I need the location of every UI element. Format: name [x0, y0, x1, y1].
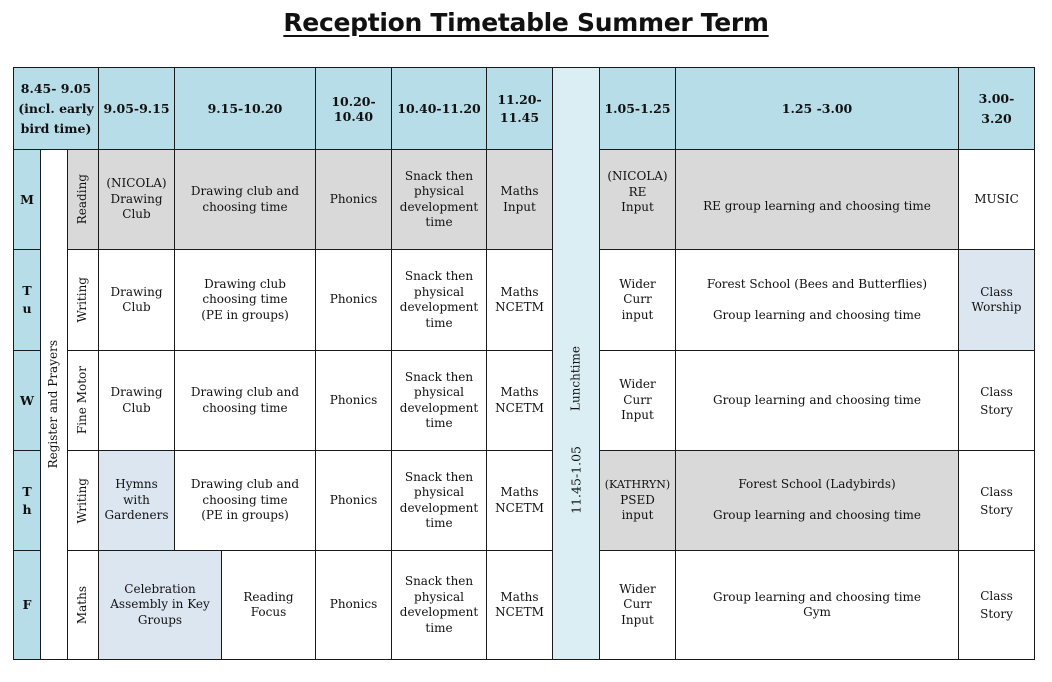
focus-label: Writing — [75, 277, 90, 323]
wed-300: Class Story — [958, 350, 1035, 451]
tue-125: Forest School (Bees and Butterflies) Group learning and choosing time — [675, 249, 959, 351]
focus-friday — [67, 550, 99, 660]
thu-905: Hymns with Gardeners — [98, 450, 175, 551]
wed-1120: Maths NCETM — [486, 350, 553, 451]
fri-905: Celebration Assembly in Key Groups — [98, 550, 222, 660]
wed-1020: Phonics — [315, 350, 392, 451]
mon-915: Drawing club and choosing time — [174, 149, 316, 250]
tue-300: Class Worship — [958, 249, 1035, 351]
tue-905: Drawing Club — [98, 249, 175, 351]
lunch-label: Lunchtime — [568, 346, 583, 412]
mon-1020: Phonics — [315, 149, 392, 250]
mon-1040: Snack then physical development time — [391, 149, 487, 250]
wed-105: Wider Curr Input — [599, 350, 676, 451]
mon-905: (NICOLA) Drawing Club — [98, 149, 175, 250]
tue-1120: Maths NCETM — [486, 249, 553, 351]
thu-1040: Snack then physical development time — [391, 450, 487, 551]
thu-1020: Phonics — [315, 450, 392, 551]
focus-monday — [67, 149, 99, 250]
header-time-300: 3.00- 3.20 — [958, 67, 1035, 150]
thu-125: Forest School (Ladybirds) Group learning and choosing time — [675, 450, 959, 551]
focus-label: Writing — [75, 477, 90, 524]
thu-105 — [599, 450, 676, 551]
tue-915: Drawing club choosing time (PE in groups) — [174, 249, 316, 351]
focus-label: Fine Motor — [75, 366, 90, 435]
thu-300: Class Story — [958, 450, 1035, 551]
lunch-time: 11.45-1.05 — [568, 446, 584, 514]
register-column — [40, 149, 68, 660]
header-time-1020: 10.20- 10.40 — [315, 67, 392, 150]
fri-105: Wider Curr Input — [599, 550, 676, 660]
wed-125: Group learning and choosing time — [675, 350, 959, 451]
day-friday: F — [13, 550, 41, 660]
mon-300: MUSIC — [958, 149, 1035, 250]
mon-1120: Maths Input — [486, 149, 553, 250]
header-early: 8.45- 9.05 (incl. early bird time) — [13, 67, 99, 150]
focus-label: Maths — [75, 585, 90, 625]
header-time-1120: 11.20- 11.45 — [486, 67, 553, 150]
wed-905: Drawing Club — [98, 350, 175, 451]
fri-1020: Phonics — [315, 550, 392, 660]
thu-105-text: PSED input — [620, 492, 655, 523]
mon-105: (NICOLA) RE Input — [599, 149, 676, 250]
header-time-905: 9.05-9.15 — [98, 67, 175, 150]
header-time-125: 1.25 -3.00 — [675, 67, 959, 150]
page-title: Reception Timetable Summer Term — [283, 8, 769, 37]
header-time-1040: 10.40-11.20 — [391, 67, 487, 150]
header-time-915: 9.15-10.20 — [174, 67, 316, 150]
focus-wednesday — [67, 350, 99, 451]
thu-1120: Maths NCETM — [486, 450, 553, 551]
tue-105: Wider Curr input — [599, 249, 676, 351]
thu-915: Drawing club and choosing time (PE in groups) — [174, 450, 316, 551]
fri-300: Class Story — [958, 550, 1035, 660]
tue-1020: Phonics — [315, 249, 392, 351]
wed-1040: Snack then physical development time — [391, 350, 487, 451]
day-tuesday: T u — [13, 249, 41, 351]
lunch-column — [552, 67, 600, 660]
mon-125: RE group learning and choosing time — [675, 149, 959, 250]
day-wednesday: W — [13, 350, 41, 451]
focus-tuesday — [67, 249, 99, 351]
day-thursday: T h — [13, 450, 41, 551]
fri-125: Group learning and choosing time Gym — [675, 550, 959, 660]
wed-915: Drawing club and choosing time — [174, 350, 316, 451]
teacher-name: (KATHRYN) — [604, 478, 671, 492]
day-monday: M — [13, 149, 41, 250]
fri-915: Reading Focus — [221, 550, 316, 660]
tue-1040: Snack then physical development time — [391, 249, 487, 351]
focus-thursday — [67, 450, 99, 551]
fri-1120: Maths NCETM — [486, 550, 553, 660]
focus-label: Reading — [75, 174, 90, 225]
fri-1040: Snack then physical development time — [391, 550, 487, 660]
header-time-105: 1.05-1.25 — [599, 67, 676, 150]
register-label: Register and Prayers — [46, 340, 61, 469]
